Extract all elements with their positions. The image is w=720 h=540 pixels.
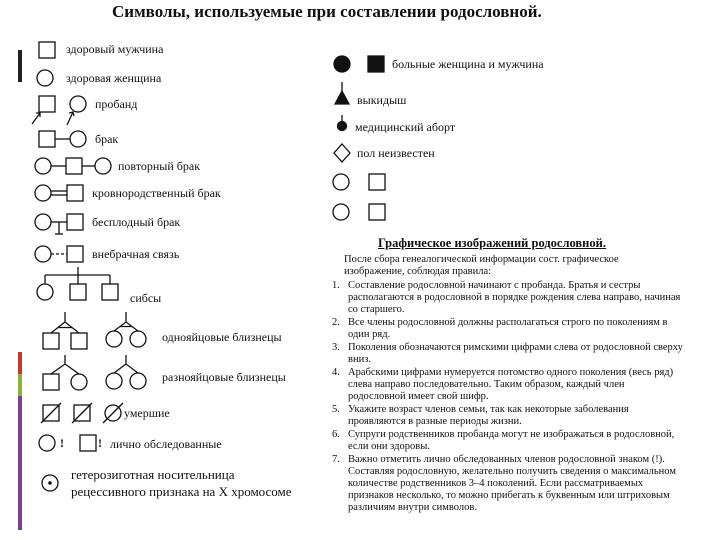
rule-item: 1. Составление родословной начинают с пробанда. Братья и сестры располагаются в родословной в порядке рождения слева направо, начиная со старшего. — [332, 280, 681, 315]
female-circle-symbol — [37, 70, 53, 86]
affected-symbol — [334, 56, 384, 72]
label-childless-marriage: бесплодный брак — [92, 215, 181, 229]
extramarital-symbol — [35, 246, 83, 262]
rule-item: 5. Укажите возраст членов семьи, так как некоторые заболевания проявляются в разные периоды жизни. — [332, 404, 629, 427]
label-repeat-marriage: повторный брак — [118, 159, 201, 173]
repeat-marriage-symbol — [35, 158, 111, 174]
label-proband: пробанд — [95, 97, 138, 111]
label-abortion: медицинский аборт — [355, 120, 456, 134]
label-carrier-line2: рецессивного признака на X хромосоме — [71, 484, 292, 499]
siblings-symbol — [37, 267, 118, 300]
page-title: Символы, используемые при составлении родословной. — [112, 2, 542, 21]
label-consanguineous-marriage: кровнородственный брак — [92, 186, 221, 200]
rule-item: 6. Супруги родственников пробанда могут не изображаться в родословной, если они здоровы. — [332, 429, 675, 452]
pedigree-rules-list — [332, 280, 684, 515]
examined-mark-1: ! — [60, 436, 64, 450]
consanguineous-marriage-symbol — [35, 185, 83, 201]
label-deceased: умершие — [124, 406, 170, 420]
male-square-symbol — [39, 42, 55, 58]
label-siblings: сибсы — [130, 291, 162, 305]
label-identical-twins: однояйцовые близнецы — [162, 330, 282, 344]
carrier-symbol — [42, 475, 58, 491]
label-carrier-line1: гетерозиготная носительница — [71, 467, 235, 482]
rule-item: 3. Поколения обозначаются римскими цифрами слева от родословной сверху вниз. — [332, 342, 683, 365]
rule-item: 7. Важно отметить лично обследованных членов родословной знаком (!). Составляя родословную, желательно получить сведения о максимальном количестве родственников 3–4 поколений. Если рассматриваемых признаков несколько, то можно прибегать к буквенным или штриховым различиям внутри символов. — [332, 454, 676, 513]
label-affected: больные женщина и мужчина — [392, 57, 544, 71]
label-miscarriage: выкидыш — [357, 93, 407, 107]
pedigree-intro: После сбора генеалогической информации сост. графическое изображение, соблюдая правила: — [344, 254, 619, 277]
label-healthy-female: здоровая женщина — [66, 71, 162, 85]
childless-marriage-symbol — [35, 214, 83, 234]
miscarriage-symbol — [335, 82, 349, 104]
fraternal-twins-symbol — [43, 355, 146, 390]
identical-twins-symbol — [43, 312, 146, 349]
label-examined: лично обследованные — [110, 437, 222, 451]
examined-mark-2: ! — [98, 436, 102, 450]
label-extramarital: внебрачная связь — [92, 247, 180, 261]
proband-symbol — [32, 96, 86, 125]
label-marriage: брак — [95, 132, 119, 146]
couple-symbol-1 — [333, 174, 385, 190]
pedigree-heading: Графическое изображений родословной. — [378, 236, 606, 250]
rule-item: 2. Все члены родословной должны располагаться строго по поколениям в один ряд. — [332, 317, 668, 340]
sex-unknown-diamond-symbol — [334, 144, 350, 162]
examined-symbol — [39, 435, 96, 451]
abortion-symbol — [338, 115, 347, 131]
label-healthy-male: здоровый мужчина — [66, 42, 164, 56]
deceased-symbol — [41, 403, 123, 423]
marriage-symbol — [39, 131, 86, 147]
label-fraternal-twins: разнояйцовые близнецы — [162, 370, 286, 384]
rule-item: 4. Арабскими цифрами нумеруется потомство одного поколения (весь ряд) слева направо последовательно. Таким образом, каждый член родословной имеет свой шифр. — [332, 367, 674, 402]
couple-symbol-2 — [333, 204, 385, 220]
label-sex-unknown: пол неизвестен — [357, 146, 435, 160]
